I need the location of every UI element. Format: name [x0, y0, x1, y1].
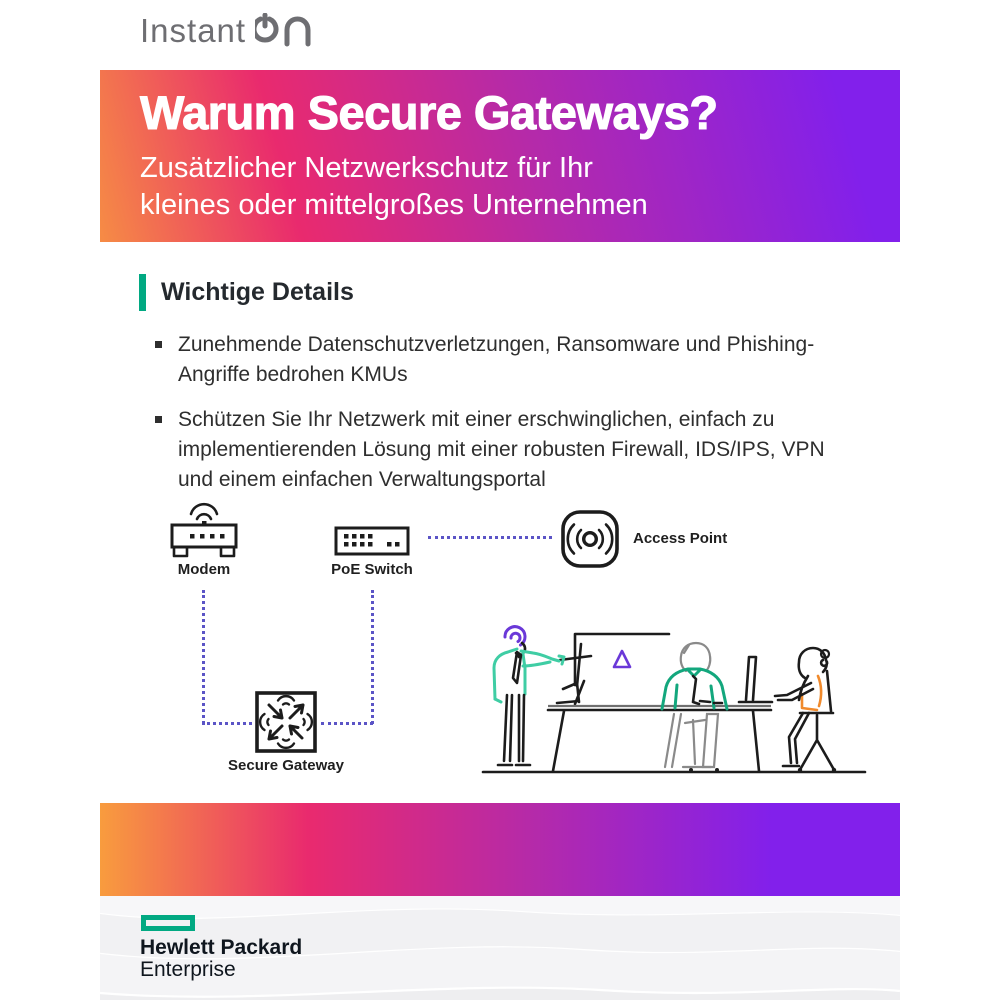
poe-switch-label: PoE Switch	[331, 561, 413, 578]
bullet-item: Zunehmende Datenschutzverletzungen, Ransomware und Phishing-Angriffe bedrohen KMUs	[152, 330, 844, 390]
hpe-logo-line1: Hewlett Packard	[140, 936, 303, 959]
page-title: Warum Secure Gateways?	[140, 86, 718, 139]
connector-modem-to-gateway	[202, 590, 205, 724]
office-meeting-illustration	[478, 596, 870, 778]
connector-stub-right	[321, 722, 373, 725]
connector-stub-left	[202, 722, 252, 725]
instant-on-power-icon	[255, 13, 317, 49]
instant-on-wordmark: Instant	[140, 12, 247, 49]
secure-gateway-label: Secure Gateway	[228, 757, 344, 774]
page-subtitle	[140, 150, 900, 224]
details-bullet-list	[152, 330, 844, 510]
modem-icon	[168, 501, 240, 561]
footer-gradient-band	[100, 803, 900, 896]
hpe-logo-element	[141, 915, 195, 931]
hero-banner	[100, 70, 900, 242]
section-accent-bar	[139, 274, 146, 311]
modem-label: Modem	[177, 561, 231, 578]
secure-gateway-icon	[252, 688, 320, 756]
subtitle-line-1: Zusätzlicher Netzwerkschutz für Ihr	[140, 152, 593, 184]
instant-on-logo	[140, 12, 317, 50]
subtitle-line-2: kleines oder mittelgroßes Unternehmen	[140, 189, 648, 221]
access-point-icon	[560, 509, 620, 569]
connector-switch-to-gateway	[371, 590, 374, 724]
section-heading: Wichtige Details	[161, 278, 354, 306]
connector-poe-to-ap	[428, 536, 552, 539]
poe-switch-icon	[334, 526, 410, 556]
hpe-logo-line2: Enterprise	[140, 958, 236, 981]
access-point-label: Access Point	[633, 530, 728, 547]
bullet-item: Schützen Sie Ihr Netzwerk mit einer erschwinglichen, einfach zu implementierenden Lösung mit einer robusten Firewall, IDS/IPS, VPN und einem einfachen Verwaltungsportal	[152, 405, 844, 495]
